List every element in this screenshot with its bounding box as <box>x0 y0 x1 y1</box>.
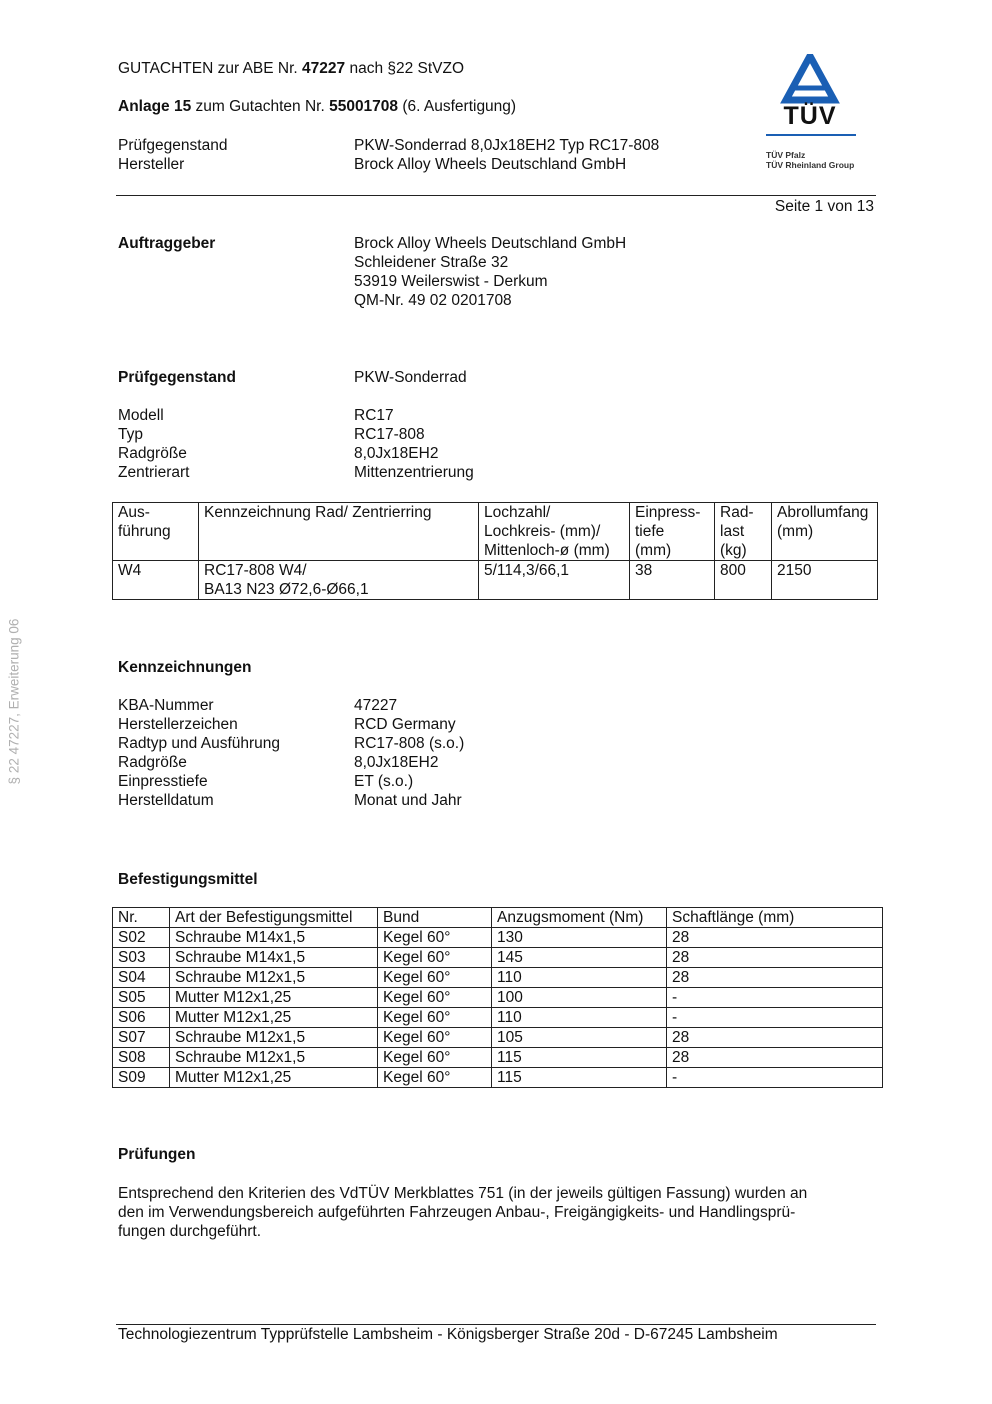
table-row <box>113 988 883 1008</box>
page-number: Seite 1 von 13 <box>774 198 874 215</box>
col-art: Art der Befestigungsmittel <box>170 908 378 928</box>
kennzeichnungen-labels <box>118 696 280 810</box>
kennzeichnungen-values <box>354 696 464 810</box>
cell-anzugsmoment: 115 <box>492 1068 667 1088</box>
pruefgegenstand-label: Prüfgegenstand <box>118 369 236 386</box>
kba-label: KBA-Nummer <box>118 697 214 714</box>
cell-anzugsmoment: 110 <box>492 968 667 988</box>
header-pruefgegenstand-label: Prüfgegenstand <box>118 137 228 154</box>
side-note: § 22 47227, Erweiterung 06 <box>6 618 22 785</box>
kennzeichnungen-title: Kennzeichnungen <box>118 659 252 676</box>
einpresstiefe-label: Einpresstiefe <box>118 773 208 790</box>
table-row <box>113 1028 883 1048</box>
col-lochzahl: Lochzahl/ Lochkreis- (mm)/ Mittenloch-ø (mm) <box>479 503 630 561</box>
wheel-table-header <box>113 503 878 561</box>
cell-nr: S06 <box>113 1008 170 1028</box>
befestigung-title: Befestigungsmittel <box>118 871 258 888</box>
cell-anzugsmoment: 145 <box>492 948 667 968</box>
col-abrollumfang: Abrollumfang (mm) <box>772 503 878 561</box>
header-divider <box>116 195 876 196</box>
cell-radlast: 800 <box>715 561 772 600</box>
header-line-1 <box>118 59 464 78</box>
cell-art: Schraube M14x1,5 <box>170 928 378 948</box>
table-row <box>113 1068 883 1088</box>
radgroesse-value: 8,0Jx18EH2 <box>354 445 439 462</box>
header-line-2-suffix: (6. Ausfertigung) <box>398 98 517 115</box>
einpresstiefe-value: ET (s.o.) <box>354 773 414 790</box>
wheel-table <box>112 502 878 600</box>
cell-bund: Kegel 60° <box>378 1048 492 1068</box>
footer-text: Technologiezentrum Typprüfstelle Lambsheim - Königsberger Straße 20d - D-67245 Lambsheim <box>118 1326 778 1343</box>
cell-art: Mutter M12x1,25 <box>170 988 378 1008</box>
cell-schaftlaenge: - <box>667 1068 883 1088</box>
radgroesse-label: Radgröße <box>118 445 187 462</box>
radtyp-value: RC17-808 (s.o.) <box>354 735 465 752</box>
pruefungen-line: Entsprechend den Kriterien des VdTÜV Merkblattes 751 (in der jeweils gültigen Fassung) wurden an <box>118 1185 808 1202</box>
logo-line-2: TÜV Rheinland Group <box>766 160 855 170</box>
cell-art: Schraube M14x1,5 <box>170 948 378 968</box>
auftraggeber-address <box>354 234 626 310</box>
herstelldatum-value: Monat und Jahr <box>354 792 462 809</box>
col-bund: Bund <box>378 908 492 928</box>
logo-divider <box>766 134 856 136</box>
radgroesse-label: Radgröße <box>118 754 187 771</box>
cell-bund: Kegel 60° <box>378 1068 492 1088</box>
herstellerzeichen-value: RCD Germany <box>354 716 456 733</box>
cell-art: Mutter M12x1,25 <box>170 1068 378 1088</box>
cell-nr: S08 <box>113 1048 170 1068</box>
cell-schaftlaenge: - <box>667 988 883 1008</box>
typ-value: RC17-808 <box>354 426 425 443</box>
cell-art: Mutter M12x1,25 <box>170 1008 378 1028</box>
cell-bund: Kegel 60° <box>378 968 492 988</box>
pruefungen-line: den im Verwendungsbereich aufgeführten Fahrzeugen Anbau-, Freigängigkeits- und Handlingsprü- <box>118 1204 796 1221</box>
col-kennzeichnung: Kennzeichnung Rad/ Zentrierring <box>199 503 479 561</box>
table-row <box>113 1008 883 1028</box>
cell-bund: Kegel 60° <box>378 1008 492 1028</box>
pruef-values <box>354 406 474 482</box>
cell-schaftlaenge: 28 <box>667 968 883 988</box>
cell-ausfuehrung: W4 <box>113 561 199 600</box>
abe-number: 47227 <box>302 60 346 77</box>
cell-bund: Kegel 60° <box>378 1028 492 1048</box>
header-line-2-mid: zum Gutachten Nr. <box>191 98 330 115</box>
cell-schaftlaenge: - <box>667 1008 883 1028</box>
table-row <box>113 948 883 968</box>
table-row <box>113 968 883 988</box>
cell-art: Schraube M12x1,5 <box>170 1028 378 1048</box>
table-row <box>113 928 883 948</box>
col-nr: Nr. <box>113 908 170 928</box>
cell-kennzeichnung: RC17-808 W4/ BA13 N23 Ø72,6-Ø66,1 <box>199 561 479 600</box>
cell-abrollumfang: 2150 <box>772 561 878 600</box>
modell-label: Modell <box>118 407 164 424</box>
cell-art: Schraube M12x1,5 <box>170 1048 378 1068</box>
header-pruefgegenstand-value: PKW-Sonderrad 8,0Jx18EH2 Typ RC17-808 <box>354 137 660 154</box>
cell-anzugsmoment: 115 <box>492 1048 667 1068</box>
cell-nr: S09 <box>113 1068 170 1088</box>
befestigung-header <box>113 908 883 928</box>
cell-nr: S04 <box>113 968 170 988</box>
table-row <box>113 561 878 600</box>
tuv-brand: TÜV <box>783 102 837 130</box>
cell-schaftlaenge: 28 <box>667 1028 883 1048</box>
tuv-logo <box>762 54 858 174</box>
radtyp-label: Radtyp und Ausführung <box>118 735 281 752</box>
header-hersteller-value: Brock Alloy Wheels Deutschland GmbH <box>354 156 627 173</box>
cell-schaftlaenge: 28 <box>667 1048 883 1068</box>
cell-bund: Kegel 60° <box>378 928 492 948</box>
header-hersteller-label: Hersteller <box>118 156 185 173</box>
befestigung-table <box>112 907 883 1088</box>
header-line-1-suffix: nach §22 StVZO <box>345 60 465 77</box>
cell-bund: Kegel 60° <box>378 988 492 1008</box>
pruefungen-text <box>118 1184 878 1241</box>
cell-anzugsmoment: 105 <box>492 1028 667 1048</box>
cell-anzugsmoment: 130 <box>492 928 667 948</box>
auftraggeber-line: Brock Alloy Wheels Deutschland GmbH <box>354 235 627 252</box>
herstelldatum-label: Herstelldatum <box>118 792 214 809</box>
pruef-labels <box>118 406 190 482</box>
zentrierart-label: Zentrierart <box>118 464 190 481</box>
pruefungen-title: Prüfungen <box>118 1146 196 1163</box>
cell-anzugsmoment: 110 <box>492 1008 667 1028</box>
cell-einpresstiefe: 38 <box>630 561 715 600</box>
cell-art: Schraube M12x1,5 <box>170 968 378 988</box>
auftraggeber-line: Schleidener Straße 32 <box>354 254 509 271</box>
typ-label: Typ <box>118 426 143 443</box>
cell-schaftlaenge: 28 <box>667 948 883 968</box>
zentrierart-value: Mittenzentrierung <box>354 464 474 481</box>
modell-value: RC17 <box>354 407 394 424</box>
auftraggeber-line: 53919 Weilerswist - Derkum <box>354 273 548 290</box>
col-anzugsmoment: Anzugsmoment (Nm) <box>492 908 667 928</box>
herstellerzeichen-label: Herstellerzeichen <box>118 716 238 733</box>
pruefungen-line: fungen durchgeführt. <box>118 1223 262 1240</box>
cell-nr: S02 <box>113 928 170 948</box>
cell-nr: S05 <box>113 988 170 1008</box>
cell-lochzahl: 5/114,3/66,1 <box>479 561 630 600</box>
cell-nr: S07 <box>113 1028 170 1048</box>
col-schaftlaenge: Schaftlänge (mm) <box>667 908 883 928</box>
gutachten-number: 55001708 <box>329 98 399 115</box>
auftraggeber-line: QM-Nr. 49 02 0201708 <box>354 292 512 309</box>
cell-anzugsmoment: 100 <box>492 988 667 1008</box>
table-row <box>113 1048 883 1068</box>
cell-nr: S03 <box>113 948 170 968</box>
pruefgegenstand-value: PKW-Sonderrad <box>354 369 467 386</box>
header-line-1-prefix: GUTACHTEN zur ABE Nr. <box>118 60 303 77</box>
kba-value: 47227 <box>354 697 398 714</box>
col-einpresstiefe: Einpress- tiefe (mm) <box>630 503 715 561</box>
auftraggeber-label: Auftraggeber <box>118 235 216 252</box>
col-radlast: Rad- last (kg) <box>715 503 772 561</box>
logo-line-1: TÜV Pfalz <box>766 150 806 160</box>
cell-bund: Kegel 60° <box>378 948 492 968</box>
cell-schaftlaenge: 28 <box>667 928 883 948</box>
anlage-label: Anlage 15 <box>118 98 192 115</box>
radgroesse-value: 8,0Jx18EH2 <box>354 754 439 771</box>
col-ausfuehrung: Aus- führung <box>113 503 199 561</box>
header-line-2 <box>118 97 516 116</box>
